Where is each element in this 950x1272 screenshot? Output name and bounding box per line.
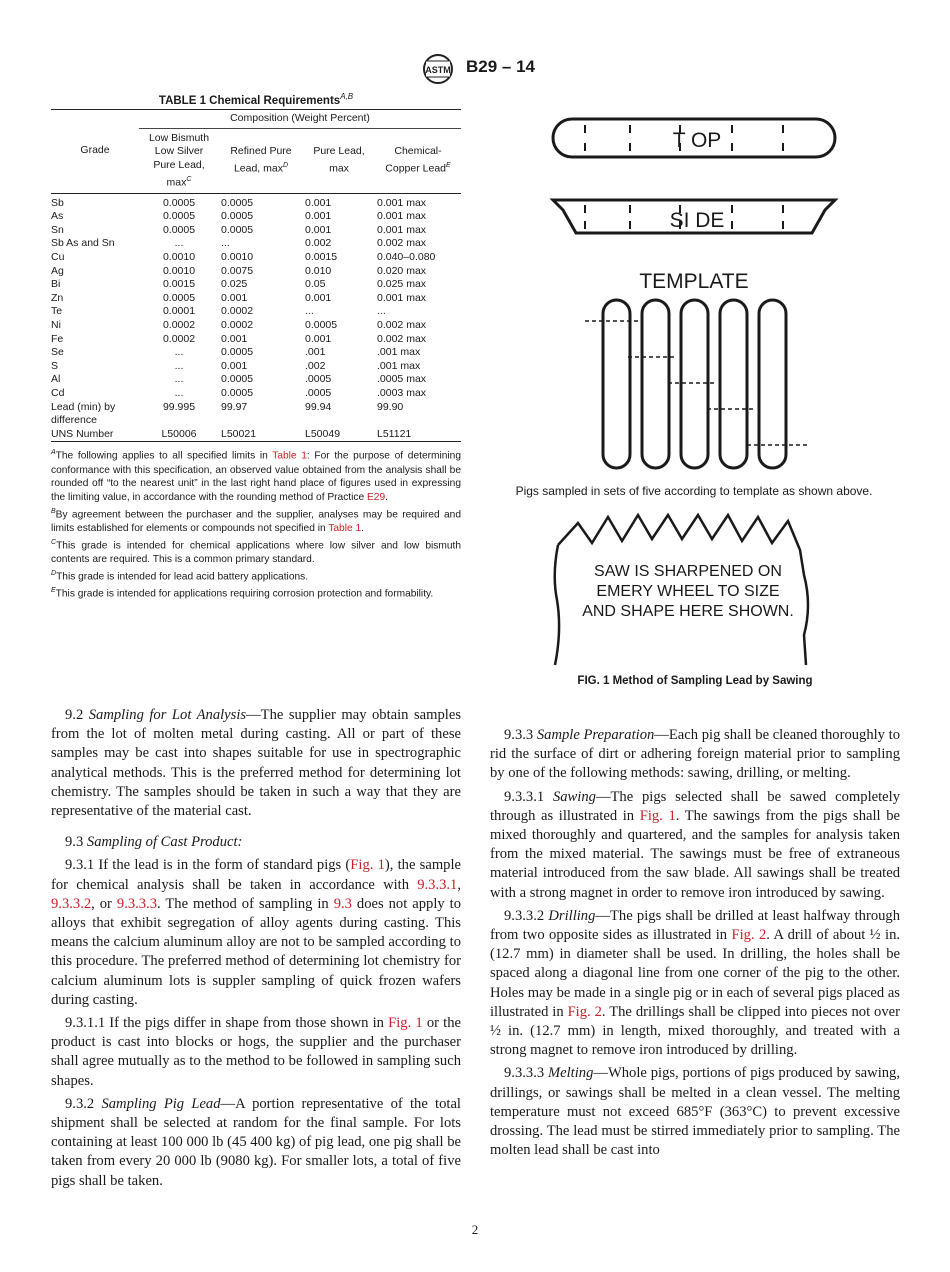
section-9-3-2: 9.3.2 Sampling Pig Lead—A portion representative of the total shipment shall be selected at random for the final sample. For lots containing at least 100 000 lb (45 400 kg) of pig lead, one pig shall be taken from every 20 000 lb (9080 kg). For smaller lots, a total of five pigs shall be taken.: [51, 1095, 461, 1189]
table-cell: 0.0005: [305, 319, 338, 332]
saw-text-line1: SAW IS SHARPENED ON: [594, 563, 782, 580]
table-body: [51, 193, 461, 442]
table-cell: L50006: [161, 427, 197, 440]
table-cell: 0.0001: [162, 305, 196, 318]
table-cell: .0005: [305, 373, 332, 386]
row-label: S: [51, 359, 59, 372]
table-cell: 0.001: [305, 196, 332, 209]
table-row: [51, 333, 461, 347]
section-9-3-3-2-link[interactable]: 9.3.3.2: [51, 895, 92, 912]
fig-1-link[interactable]: Fig. 1: [639, 807, 676, 824]
table-cell: 99.94: [305, 400, 332, 413]
row-label: As: [51, 210, 64, 223]
footnote-a: $^A$The following applies to all specified limits in Table 1: For the purpose of determining conformance with this specification, an observed value obtained from the analysis shall be rounded off “to the nearest unit” in the last right hand place of figures used in expressing the limiting value, in accordance with the rounding method of Practice E29.: [51, 449, 462, 504]
table-row: [51, 292, 461, 306]
figure-1: [500, 95, 900, 695]
table-cell: 0.0005: [221, 196, 254, 209]
table-cell: 0.025 max: [377, 278, 427, 291]
document-id: B29 – 14: [466, 57, 535, 76]
table-row: [51, 305, 461, 319]
template-pigs: [585, 300, 810, 468]
table-cell: 0.0002: [162, 332, 196, 345]
table-row: [51, 251, 461, 265]
fig-1-link[interactable]: Fig. 1: [388, 1015, 423, 1032]
table-cell: ...: [174, 346, 184, 359]
table-cell: 0.0002: [221, 319, 254, 332]
table-row: [51, 401, 461, 428]
table-cell: 0.0005: [221, 387, 254, 400]
table-cell: ...: [174, 373, 184, 386]
fig-2-link[interactable]: Fig. 2: [567, 1003, 602, 1020]
table-cell: 0.0005: [162, 196, 196, 209]
e29-link[interactable]: E29: [367, 492, 386, 504]
section-9-3-3-3-link[interactable]: 9.3.3.3: [116, 895, 158, 912]
svg-text:ASTM: ASTM: [425, 65, 451, 75]
table-cell: ...: [174, 359, 184, 372]
left-column-text: [51, 706, 461, 1195]
template-label: TEMPLATE: [639, 270, 749, 293]
table-row: [51, 387, 461, 401]
top-label: T OP: [672, 129, 722, 152]
table-cell: .002: [305, 359, 326, 372]
table-cell: 0.025: [221, 278, 248, 291]
table-row: [51, 224, 461, 238]
row-label: Fe: [51, 332, 64, 345]
table-cell: .0003 max: [377, 387, 427, 400]
table-row: [51, 319, 461, 333]
table-1-link[interactable]: Table 1: [272, 450, 307, 462]
table-row: [51, 360, 461, 374]
chemical-requirements-table: [51, 109, 461, 443]
footnote-b: $^B$By agreement between the purchaser and the supplier, analyses may be required and limits established for elements or compounds not specified in Table 1.: [51, 507, 461, 535]
fig-2-link[interactable]: Fig. 2: [731, 927, 767, 944]
table-cell: 0.010: [305, 264, 332, 277]
section-9-3-3-3: 9.3.3.3 Melting—Whole pigs, portions of pigs produced by sawing, drillings, or sawings shall be melted in a clean vessel. The melting temperature must not exceed 685°F (363°C) to prevent excessive drossing. The lead must be stirred immediately prior to sampling. The molten lead shall be cast into: [490, 1065, 900, 1159]
row-label: Ag: [51, 264, 64, 277]
table-row: [51, 237, 461, 251]
table-cell: 99.97: [221, 400, 248, 413]
column-header: Refined Pure Lead, $\max^D$: [230, 145, 292, 175]
section-9-2: 9.2 Sampling for Lot Analysis—The supplier may obtain samples from the lot of molten metal during casting. All or part of these samples may be cast into shapes suitable for use in spectrographic analytical methods. This is the preferred method for determining lot chemistry. The samples should be taken in such a way that they are representative of the material cast.: [51, 707, 461, 820]
astm-logo-icon: [418, 52, 458, 86]
section-9-3-1-1: 9.3.1.1 If the pigs differ in shape from those shown in Fig. 1 or the product is cast into blocks or hogs, the supplier and the purchaser shall agree mutually as to the method to be followed in sampling such shapes.: [51, 1015, 462, 1089]
table-cell: .001 max: [377, 359, 421, 372]
table-cell: L51121: [377, 427, 412, 440]
section-9-3-3-1-link[interactable]: 9.3.3.1: [417, 876, 458, 893]
table-footnotes: [51, 446, 461, 601]
row-label: Lead (min) by difference: [51, 400, 116, 427]
table-cell: 0.001: [221, 291, 248, 304]
page-header: [0, 52, 950, 86]
figure-caption: FIG. 1 Method of Sampling Lead by Sawing: [577, 675, 813, 687]
row-label: Te: [51, 305, 63, 318]
table-title: TABLE 1 Chemical Requirements$^{A,B}$: [158, 92, 354, 107]
column-header: Chemical- Copper Lead$^E$: [385, 145, 451, 175]
right-column-text: [490, 726, 900, 1164]
table-cell: L50049: [305, 427, 341, 440]
row-label: Al: [51, 373, 61, 386]
table-cell: 0.002 max: [377, 332, 427, 345]
table-cell: 99.995: [162, 400, 196, 413]
side-label: SI DE: [669, 209, 725, 232]
table-cell: ...: [221, 237, 230, 250]
row-label: Sb As and Sn: [51, 237, 115, 250]
saw-blade: [555, 515, 808, 665]
table-1-block: [51, 92, 461, 601]
table-row: [51, 373, 461, 387]
table-cell: 0.001: [221, 359, 248, 372]
grade-header: Grade: [51, 109, 139, 193]
table-row: [51, 346, 461, 360]
table-cell: 0.0005: [221, 223, 254, 236]
row-label: Se: [51, 346, 64, 359]
table-cell: 0.0075: [221, 264, 254, 277]
footnote-c: $^C$This grade is intended for chemical applications where low silver and low bismuth contents are required. This is a common primary standard.: [51, 538, 461, 566]
table-row: [51, 193, 461, 210]
row-label: Bi: [51, 278, 61, 291]
top-view: [553, 119, 835, 157]
row-label: Sn: [51, 223, 64, 236]
table-cell: 0.002 max: [377, 237, 427, 250]
table-cell: .001 max: [377, 346, 421, 359]
table-cell: 0.0005: [221, 346, 254, 359]
table-cell: 0.001: [305, 223, 332, 236]
table-cell: 0.05: [305, 278, 326, 291]
row-label: Cd: [51, 387, 65, 400]
column-header: Pure Lead, max: [313, 145, 365, 175]
table-cell: 0.0005: [162, 291, 196, 304]
table-cell: 0.001: [221, 332, 248, 345]
table-cell: 0.0010: [162, 251, 196, 264]
table-cell: L50021: [221, 427, 257, 440]
table-row: [51, 265, 461, 279]
table-cell: 0.0015: [305, 251, 338, 264]
table-cell: 0.0005: [221, 210, 254, 223]
table-cell: 0.001: [305, 332, 332, 345]
table-cell: ...: [174, 387, 184, 400]
row-label: Zn: [51, 291, 64, 304]
page-number: 2: [471, 1222, 479, 1237]
table-cell: 0.0005: [221, 373, 254, 386]
table-cell: ...: [377, 305, 386, 318]
table-cell: 0.001 max: [377, 291, 427, 304]
table-cell: 0.002 max: [377, 319, 427, 332]
table-cell: 0.001 max: [377, 223, 427, 236]
section-9-3-1: 9.3.1 If the lead is in the form of standard pigs (Fig. 1), the sample for chemical analysis shall be taken in accordance with 9.3.3.1, 9.3.3.2, or 9.3.3.3. The method of sampling in 9.3 does not apply to alloys that exhibit segregation of alloy agents during casting. This means the calcium aluminum alloy are not to be sampled according to this procedure. The preferred method of determining lot chemistry for calcium aluminum lots is suppler sampling of quick frozen wafers during casting.: [51, 857, 461, 1008]
table-cell: 0.0010: [162, 264, 196, 277]
table-cell: 0.002: [305, 237, 332, 250]
table-cell: .0005 max: [377, 373, 427, 386]
table-cell: 0.0002: [221, 305, 254, 318]
row-label: Sb: [51, 196, 64, 209]
table-cell: 0.0005: [162, 223, 196, 236]
table-cell: ...: [174, 237, 184, 250]
section-9-3-link[interactable]: 9.3: [333, 895, 352, 912]
table-cell: 99.90: [377, 400, 404, 413]
row-label: UNS Number: [51, 427, 114, 440]
sawing-diagram: [500, 95, 900, 670]
composition-header: Composition (Weight Percent): [139, 109, 461, 128]
column-header: Low Bismuth Low Silver Pure Lead, $\max^C$: [148, 131, 210, 189]
row-label: Cu: [51, 251, 65, 264]
section-9-3-3-2: 9.3.3.2 Drilling—The pigs shall be drilled at least halfway through from two opposite sides as illustrated in Fig. 2. A drill of about ½ in. (12.7 mm) in diameter shall be used. In drilling, the holes shall be spaced along a diagonal line from one corner of the pig to the other. Holes may be made in a single pig or in each of several pigs placed as illustrated in Fig. 2. The drillings shall be clipped into pieces not over ½ in. (12.7 mm) in length, mixed thoroughly, and treated with a strong magnet to remove iron introduced by drilling.: [490, 907, 901, 1059]
table-cell: 0.040–0.080: [377, 251, 436, 264]
table-cell: 0.0002: [162, 319, 196, 332]
row-label: Ni: [51, 319, 61, 332]
table-cell: 0.001: [305, 210, 332, 223]
table-cell: 0.001 max: [377, 196, 427, 209]
saw-text-line2: EMERY WHEEL TO SIZE: [596, 583, 780, 600]
table-cell: 0.0015: [162, 278, 196, 291]
sampling-note: Pigs sampled in sets of five according to template as shown above.: [515, 484, 873, 498]
table-cell: 0.001: [305, 291, 332, 304]
table-row: [51, 210, 461, 224]
table-cell: .001: [305, 346, 326, 359]
table-row: [51, 428, 461, 442]
footnote-d: $^D$This grade is intended for lead acid battery applications.: [51, 569, 309, 583]
saw-text-line3: AND SHAPE HERE SHOWN.: [582, 603, 794, 620]
section-9-3: 9.3 Sampling of Cast Product:: [65, 834, 243, 851]
table-cell: .0005: [305, 387, 332, 400]
table-cell: 0.0005: [162, 210, 196, 223]
footnote-e: $^E$This grade is intended for applications requiring corrosion protection and formability.: [51, 587, 434, 600]
table-1-link[interactable]: Table 1: [328, 523, 362, 535]
side-view: [553, 200, 835, 233]
table-cell: 0.0010: [221, 251, 254, 264]
table-cell: ...: [305, 305, 314, 318]
table-cell: 0.020 max: [377, 264, 427, 277]
table-cell: 0.001 max: [377, 210, 427, 223]
table-row: [51, 278, 461, 292]
section-9-3-3: 9.3.3 Sample Preparation—Each pig shall be cleaned thoroughly to rid the surface of dirt or adhering foreign material prior to sampling by one of the following methods: sawing, drilling, or melting.: [490, 727, 900, 782]
section-9-3-3-1: 9.3.3.1 Sawing—The pigs selected shall be sawed completely through as illustrated in Fig. 1. The sawings from the pigs shall be mixed thoroughly and quartered, and the samples for analysis taken from the mixed material. The sawings must be free of extraneous material introduced from the saw blade. All sawings shall be treated with a strong magnet in order to remove iron introduced by sawing.: [490, 788, 900, 901]
fig-1-link[interactable]: Fig. 1: [350, 857, 385, 874]
